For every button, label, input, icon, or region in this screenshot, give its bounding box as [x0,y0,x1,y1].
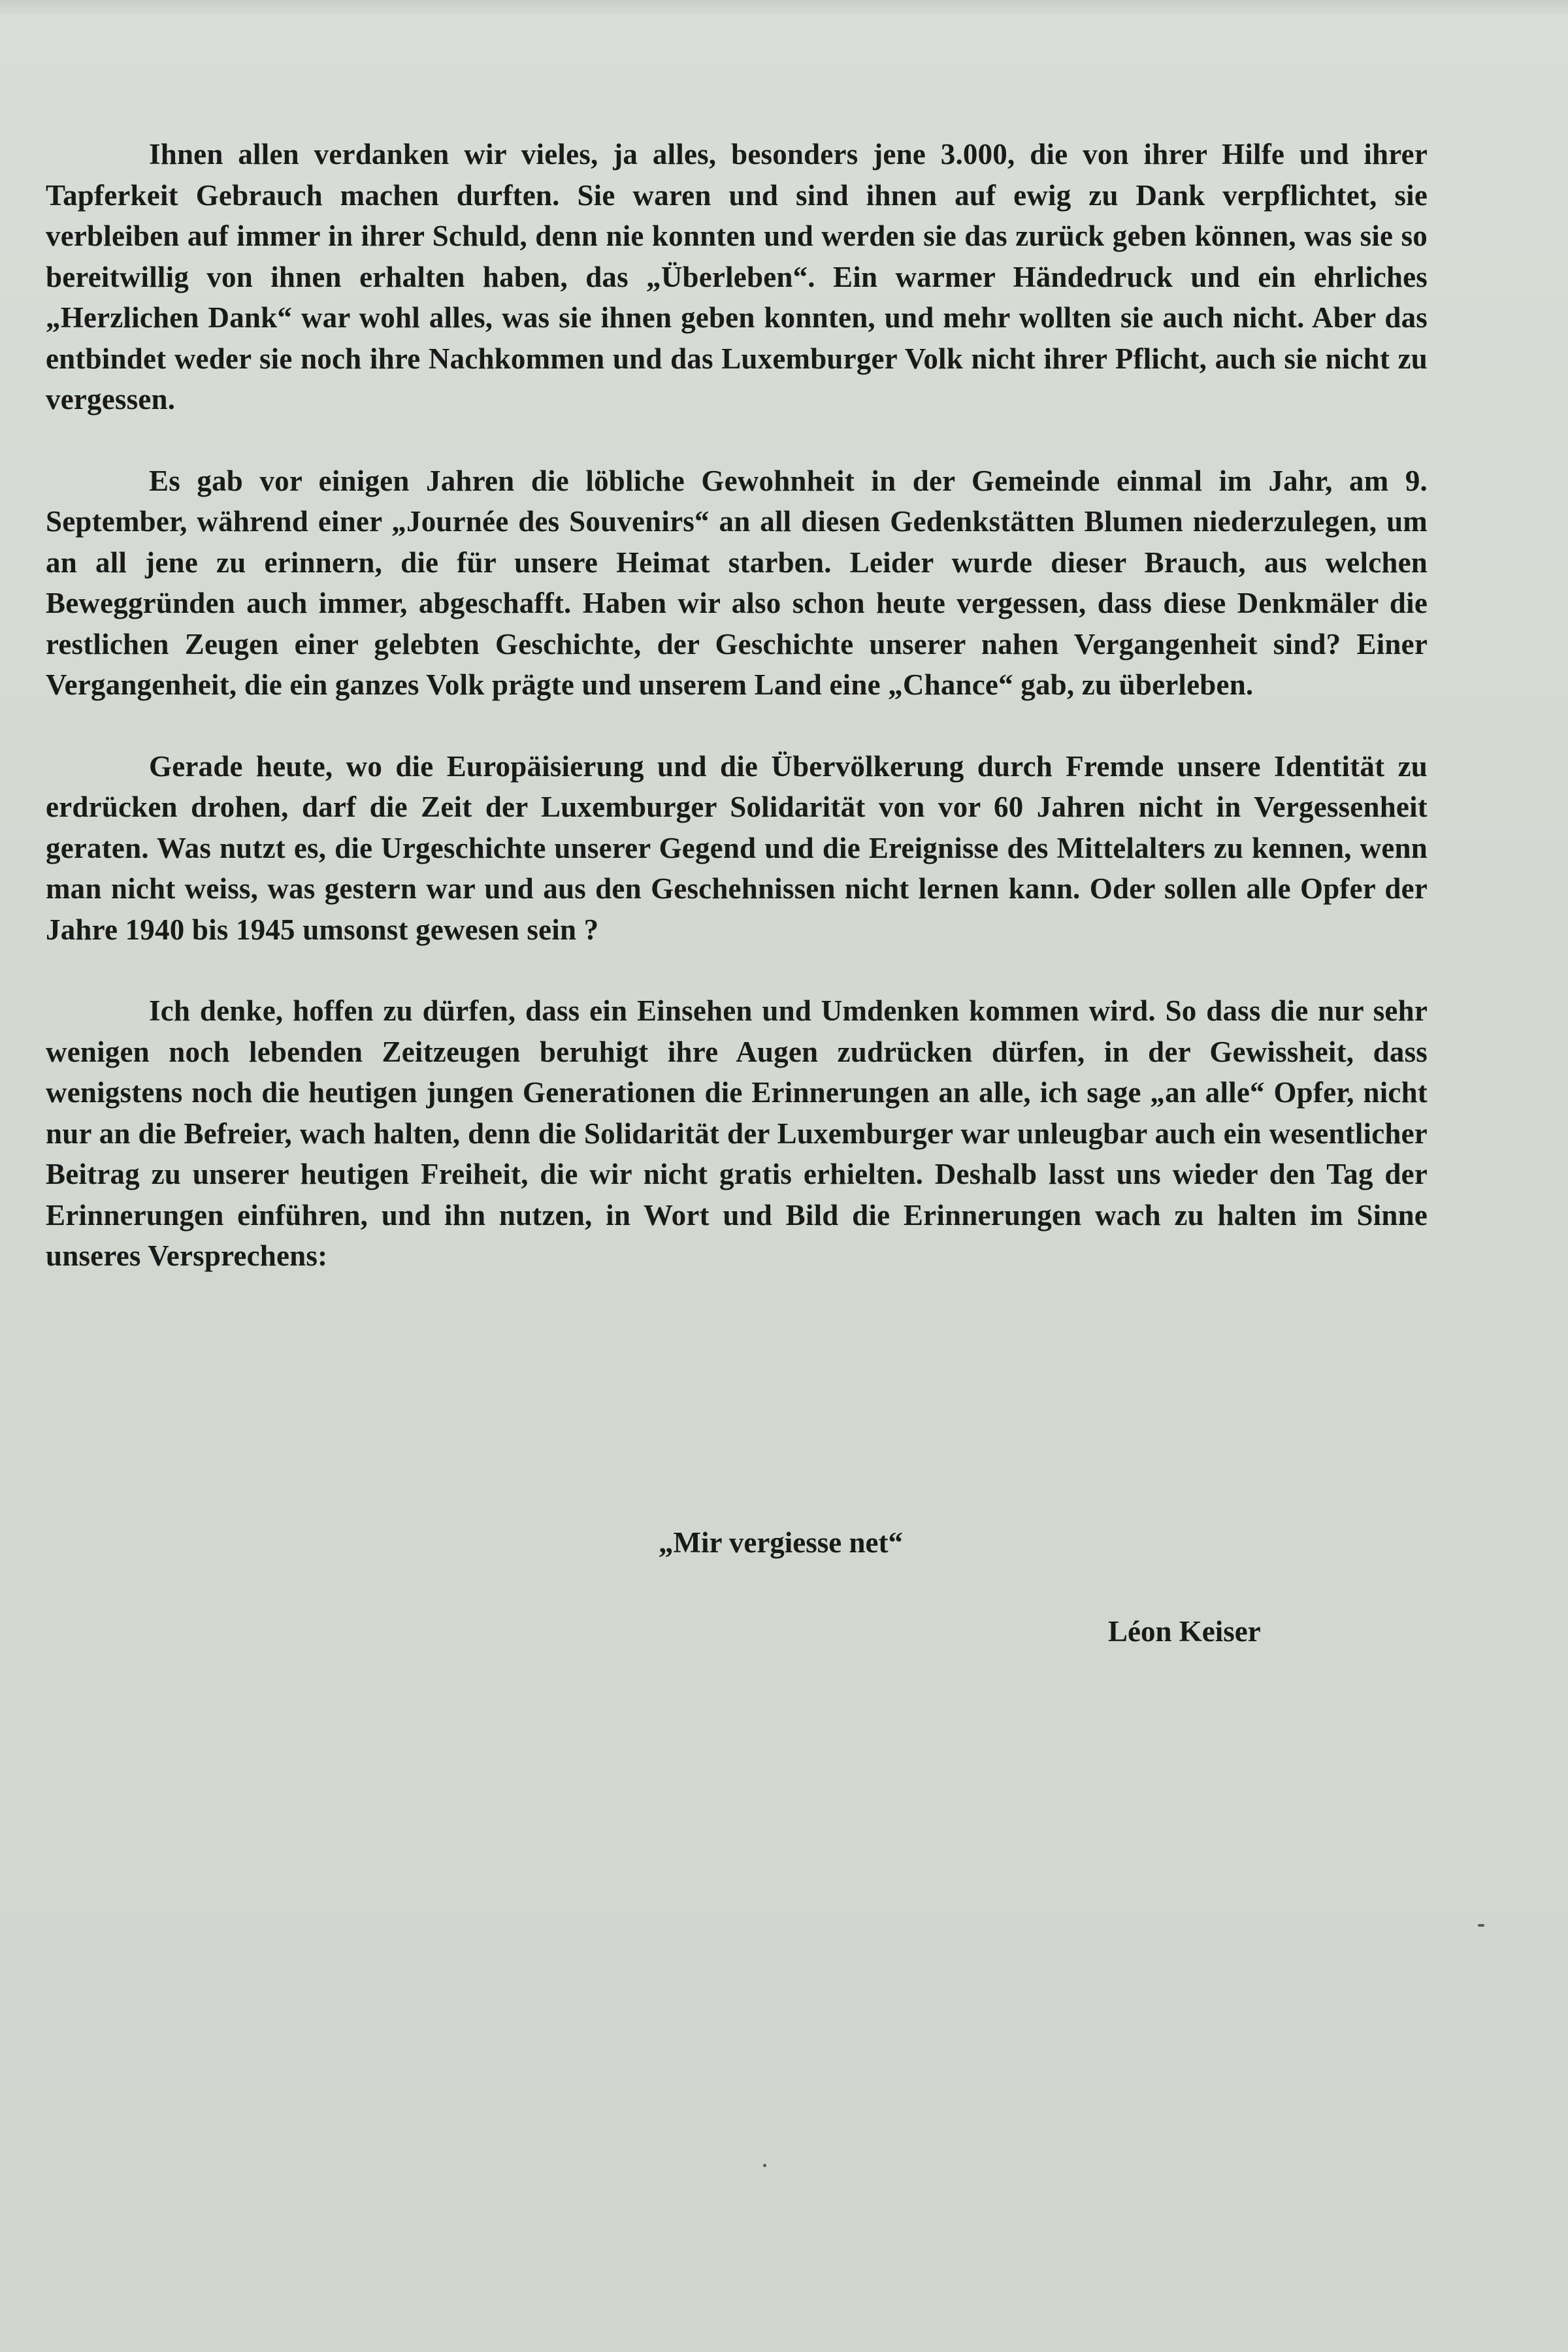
paragraph-3: Gerade heute, wo die Europäisierung und die Übervölkerung durch Fremde unsere Identität zu erdrücken drohen, darf die Zeit der Luxemburger Solidarität von vor 60 Jahren nicht in Vergessenheit geraten. Was nutzt es, die Urgeschichte unserer Gegend und die Ereignisse des Mittelalters zu kennen, wenn man nicht weiss, was gestern war und aus den Geschehnissen nicht lernen kann. Oder sollen alle Opfer der Jahre 1940 bis 1945 umsonst gewesen sein ? [46,749,1428,946]
author-signature: Léon Keiser [1108,1615,1261,1648]
closing-motto: „Mir vergiesse net“ [658,1526,904,1559]
paragraph-2: Es gab vor einigen Jahren die löbliche Gewohnheit in der Gemeinde einmal im Jahr, am 9. September, während einer „Journée des Souvenirs“ an all diesen Gedenkstätten Blumen niederzulegen, um an all jene zu erinnern, die für unsere Heimat starben. Leider wurde dieser Brauch, aus welchen Beweggründen auch immer, abgeschafft. Haben wir also schon heute vergessen, dass diese Denkmäler die restlichen Zeugen einer gelebten Geschichte, der Geschichte unserer nahen Vergangenheit sind? Einer Vergangenheit, die ein ganzes Volk prägte und unserem Land eine „Chance“ gab, zu überleben. [46,464,1428,701]
paragraph-4: Ich denke, hoffen zu dürfen, dass ein Einsehen und Umdenken kommen wird. So dass die nur sehr wenigen noch lebenden Zeitzeugen beruhigt ihre Augen zudrücken dürfen, in der Gewissheit, dass wenigstens noch die heutigen jungen Generationen die Erinnerungen an alle, ich sage „an alle“ Opfer, nicht nur an die Befreier, wach halten, denn die Solidarität der Luxemburger war unleugbar auch ein wesentlicher Beitrag zu unserer heutigen Freiheit, die wir nicht gratis erhielten. Deshalb lasst uns wieder den Tag der Erinnerungen einführen, und ihn nutzen, in Wort und Bild die Erinnerungen wach zu halten im Sinne unseres Versprechens: [46,994,1428,1272]
document-body [46,134,1428,1317]
paper-speck [1478,1924,1484,1927]
paper-speck [763,2164,766,2167]
paragraph-1: Ihnen allen verdanken wir vieles, ja alles, besonders jene 3.000, die von ihrer Hilfe und ihrer Tapferkeit Gebrauch machen durften. Sie waren und sind ihnen auf ewig zu Dank verpflichtet, sie verbleiben auf immer in ihrer Schuld, denn nie konnten und werden sie das zurück geben können, was sie so bereitwillig von ihnen erhalten haben, das „Überleben“. Ein warmer Händedruck und ein ehrliches „Herzlichen Dank“ war wohl alles, was sie ihnen geben konnten, und mehr wollten sie auch nicht. Aber das entbindet weder sie noch ihre Nachkommen und das Luxemburger Volk nicht ihrer Pflicht, auch sie nicht zu vergessen. [46,138,1428,416]
page-top-edge [0,0,1568,14]
